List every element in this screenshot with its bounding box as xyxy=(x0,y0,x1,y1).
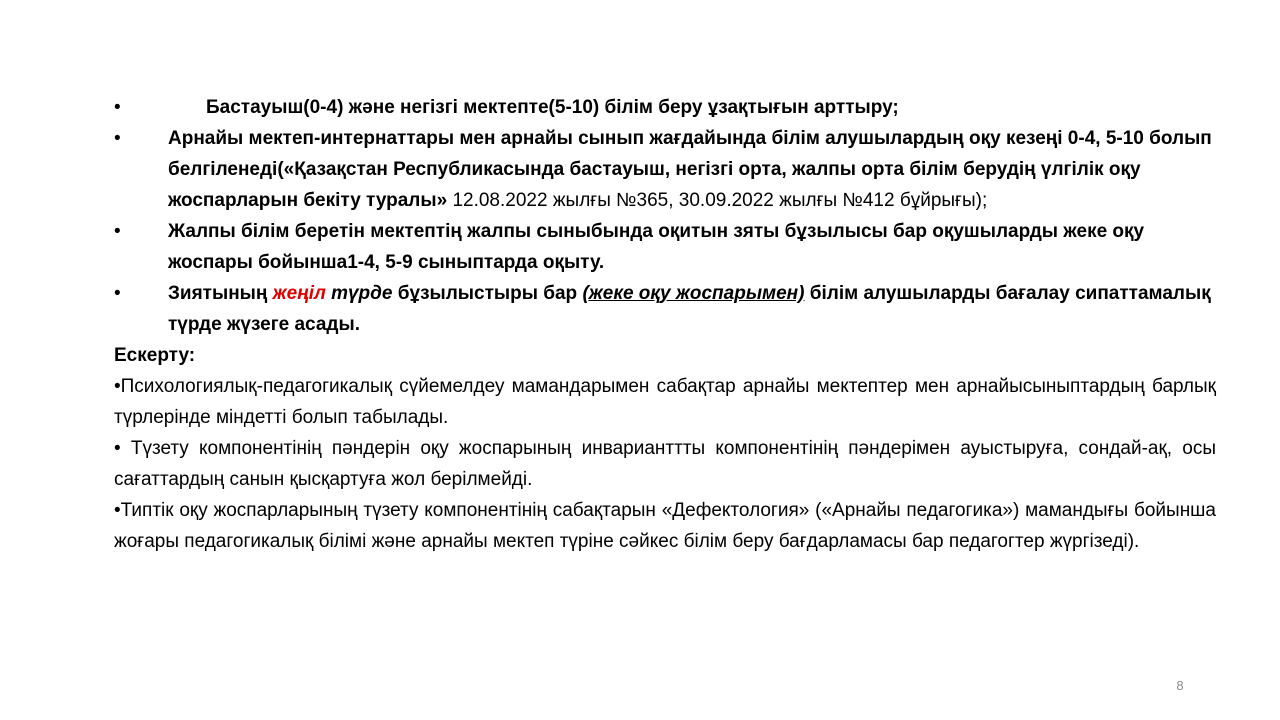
note-paragraph-3: •Типтік оқу жоспарларының түзету компонентінің сабақтарын «Дефектология» («Арнайы педагогика») мамандығы бойынша жоғары педагогикалық білімі және арнайы мектеп түріне сәйкес білім беру бағдарламасы бар педагогтер жүргізеді). xyxy=(114,500,1216,552)
bullet-icon: • xyxy=(114,283,121,304)
note-title: Ескерту: xyxy=(114,345,196,366)
bullet-text-3: Жалпы білім беретін мектептің жалпы сыныбында оқитын зяты бұзылысы бар оқушыларды жеке оқу жоспары бойынша1-4, 5-9 сыныптарда оқыту. xyxy=(168,221,1145,273)
bullet-text-1: Бастауыш(0-4) және негізгі мектепте(5-10) білім беру ұзақтығын арттыру; xyxy=(206,97,899,118)
bullet-text-2-bold: Арнайы мектеп-интернаттары мен арнайы сынып жағдайында білім алушылардың оқу кезеңі 0-4, 5-10 болып белгіленеді(«Қазақстан Республикасында бастауыш, негізгі орта, жалпы орта білім берудің үлгілік оқу жоспарларын бекіту туралы» xyxy=(168,128,1212,211)
bullet-text-4-part4: білім алушыларды бағалау сипаттамалық түрде жүзеге асады. xyxy=(168,283,1211,335)
bullet-icon: • xyxy=(114,221,121,242)
bullet-icon: • xyxy=(114,128,121,149)
highlight-mild-word: жеңіл xyxy=(272,283,326,304)
slide-content xyxy=(114,92,1216,557)
page-number: 8 xyxy=(1176,678,1184,693)
bullet-item-4 xyxy=(114,278,1216,340)
bullet-item-2 xyxy=(114,123,1216,216)
bullet-text-2-order-ref: 12.08.2022 жылғы №365, 30.09.2022 жылғы №412 бұйрығы); xyxy=(452,190,988,211)
bullet-icon: • xyxy=(114,97,121,118)
bullet-text-4-part1: Зиятының xyxy=(168,283,273,304)
note-paragraph-1: •Психологиялық-педагогикалық сүйемелдеу мамандарымен сабақтар арнайы мектептер мен арнайысыныптардың барлық түрлерінде міндетті болып табылады. xyxy=(114,376,1216,428)
underlined-individual-plan: (жеке оқу жоспарымен) xyxy=(582,283,805,304)
note-paragraph-2: • Түзету компонентінің пәндерін оқу жоспарының инварианттты компонентінің пәндерімен ауыстыруға, сондай-ақ, осы сағаттардың санын қысқартуға жол берілмейді. xyxy=(114,438,1216,490)
bullet-item-1 xyxy=(114,92,1216,123)
bullet-text-4-part3: бұзылыстыры бар xyxy=(392,283,583,304)
italic-form-word: түрде xyxy=(325,283,393,304)
bullet-item-3 xyxy=(114,216,1216,278)
